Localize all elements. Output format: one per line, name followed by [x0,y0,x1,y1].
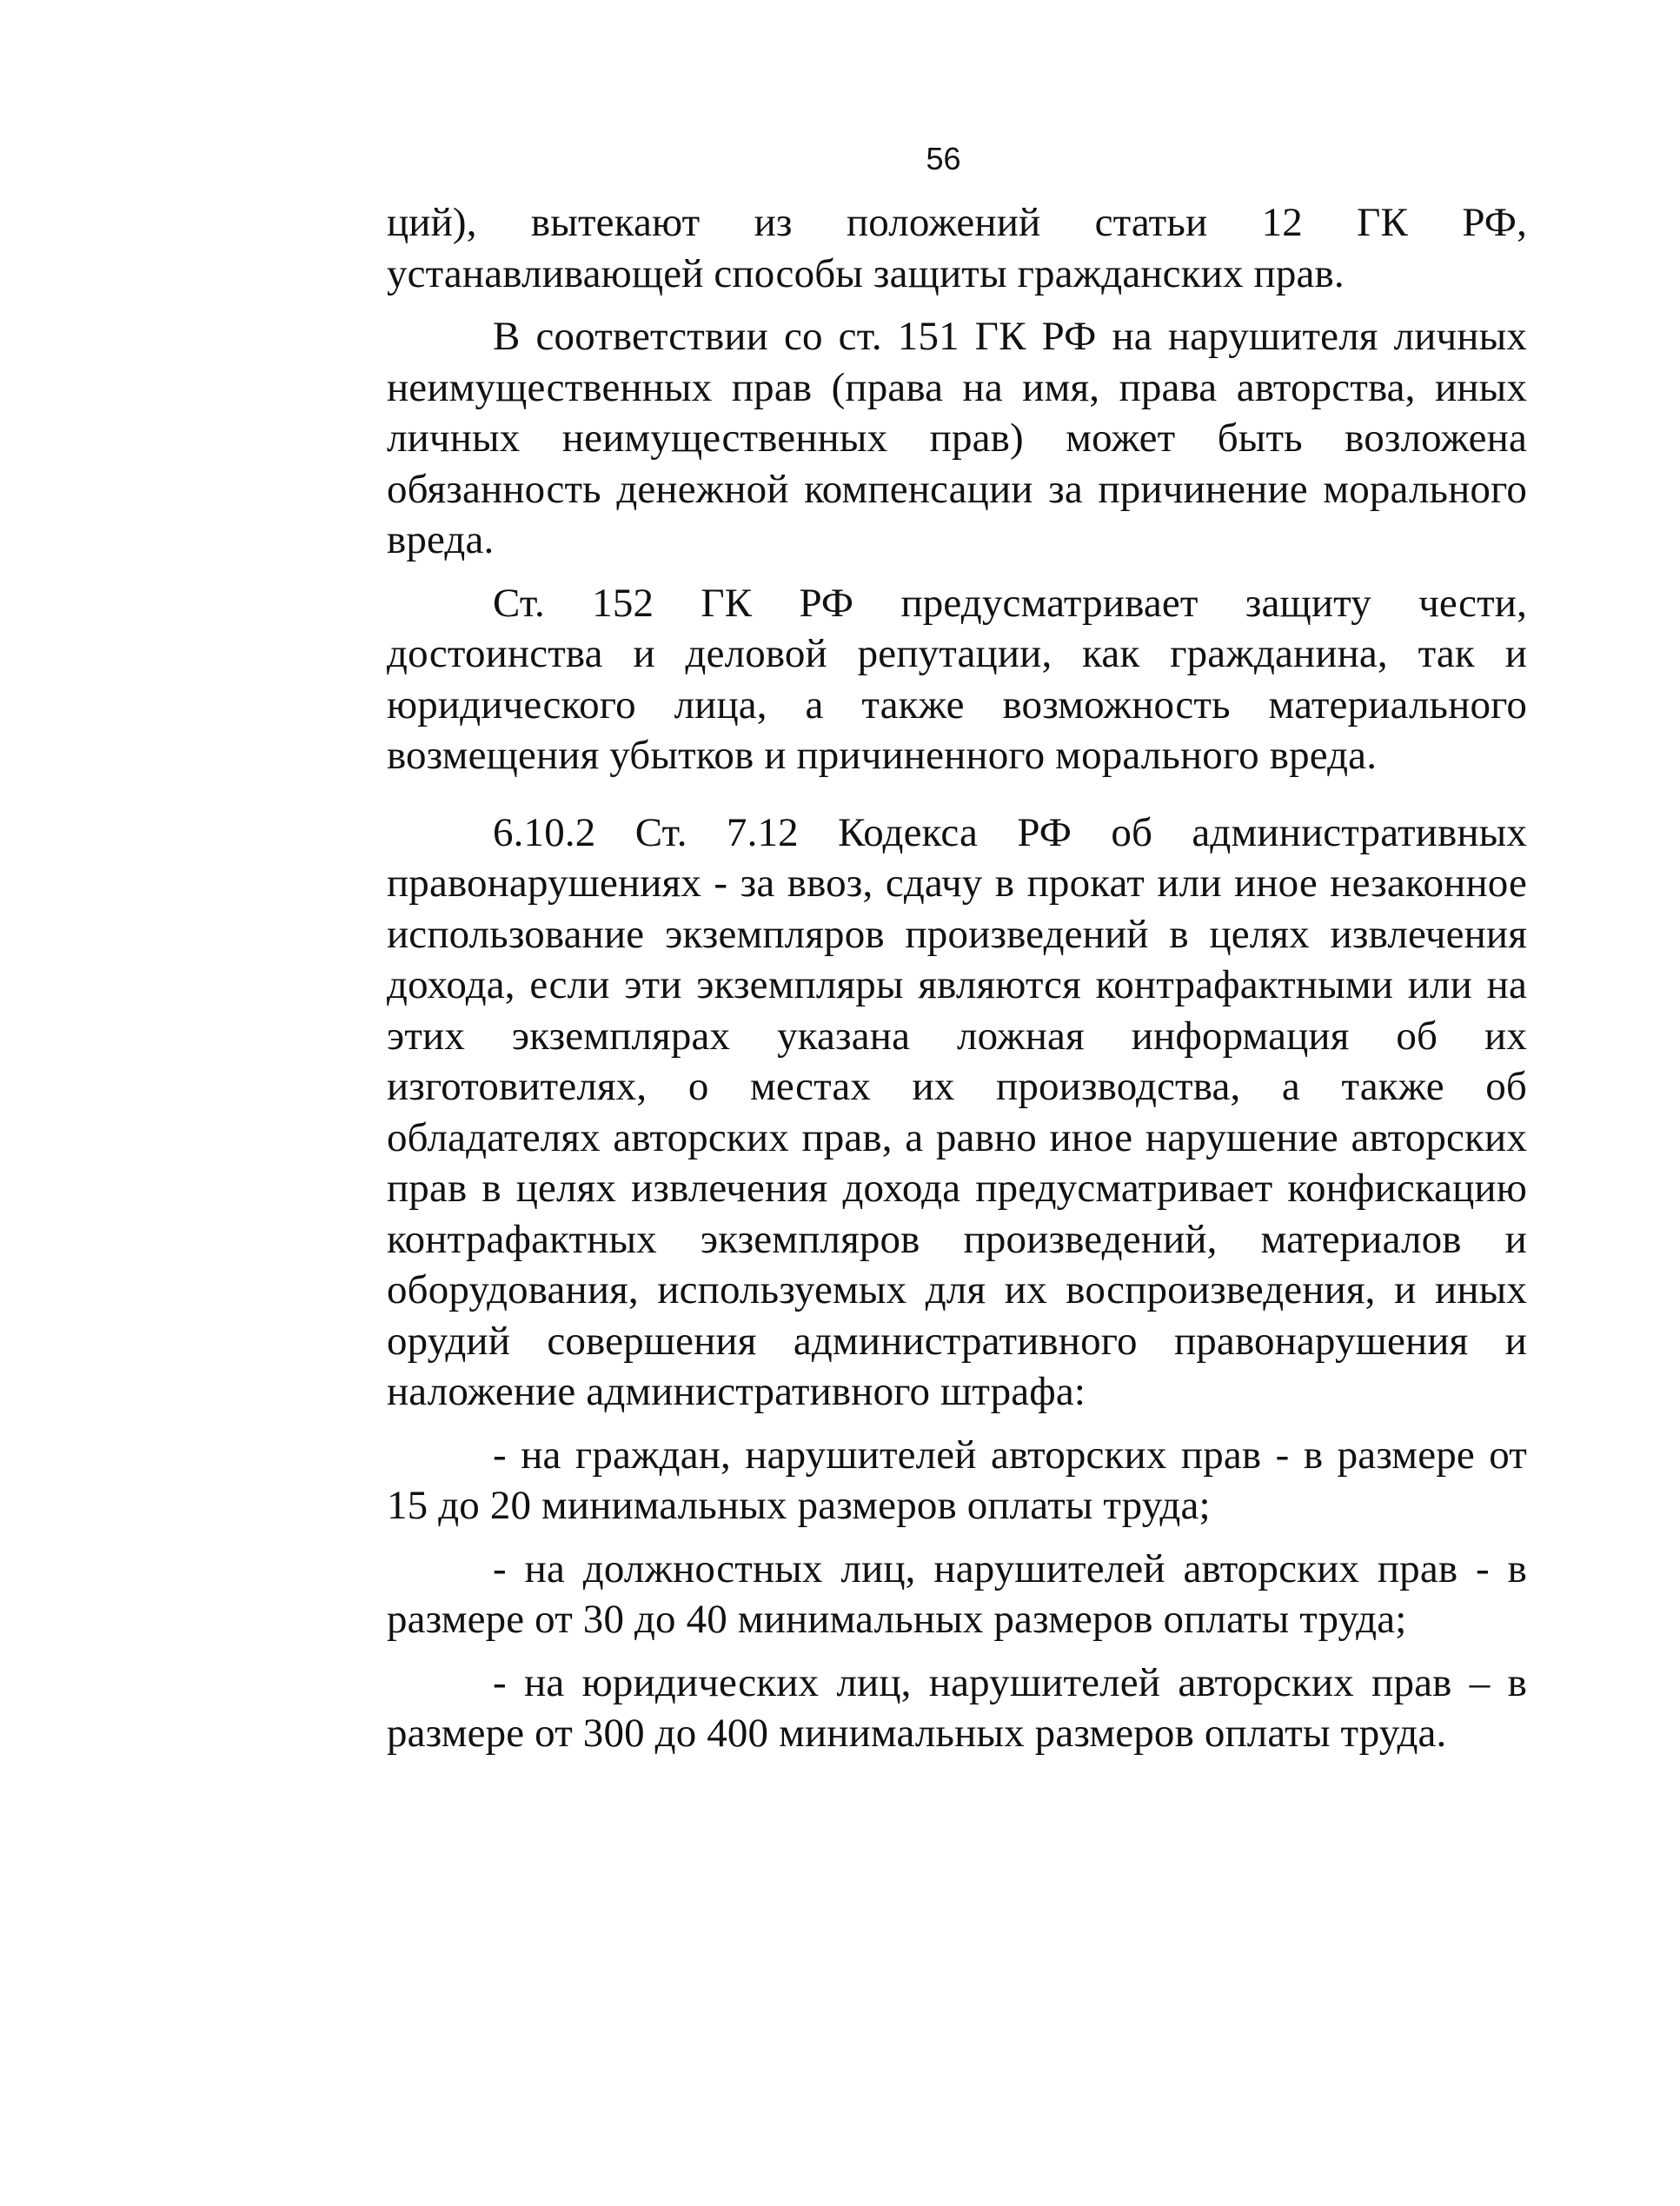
paragraph-section-6-10-2: 6.10.2 Ст. 7.12 Кодекса РФ об административных правонарушениях - за ввоз, сдачу в прокат или иное незаконное использование экземпляров произведений в целях извлечения дохода, если эти экземпляры являются контрафактными или на этих экземплярах указана ложная информация об их изготовителях, о местах их производства, а также об обладателях авторских прав, а равно иное нарушение авторских прав в целях извлечения дохода предусматривает конфискацию контрафактных экземпляров произведений, материалов и оборудования, используемых для их воспроизведения, и иных орудий совершения административного правонарушения и наложение административного штрафа: [387,809,1527,1414]
paragraph-article-152: Ст. 152 ГК РФ предусматривает защиту чести, достоинства и деловой репутации, как гражданина, так и юридического лица, а также возможность материального возмещения убытков и причиненного морального вреда. [387,580,1527,778]
list-item-officials-fine: - на должностных лиц, нарушителей авторских прав - в размере от 30 до 40 минимальных размеров оплаты труда; [387,1545,1527,1642]
paragraph-article-151: В соответствии со ст. 151 ГК РФ на нарушителя личных неимущественных прав (права на имя, права авторства, иных личных неимущественных прав) может быть возложена обязанность денежной компенсации за причинение морального вреда. [387,314,1527,562]
paragraph-continuation: ций), вытекают из положений статьи 12 ГК РФ, устанавливающей способы защиты гражданских прав. [387,200,1527,296]
page-number: 56 [926,141,961,176]
list-item-legal-entities-fine: - на юридических лиц, нарушителей авторских прав – в размере от 300 до 400 минимальных размеров оплаты труда. [387,1659,1527,1756]
document-body [387,197,1527,1759]
list-item-citizens-fine: - на граждан, нарушителей авторских прав - в размере от 15 до 20 минимальных размеров оплаты труда; [387,1432,1527,1528]
